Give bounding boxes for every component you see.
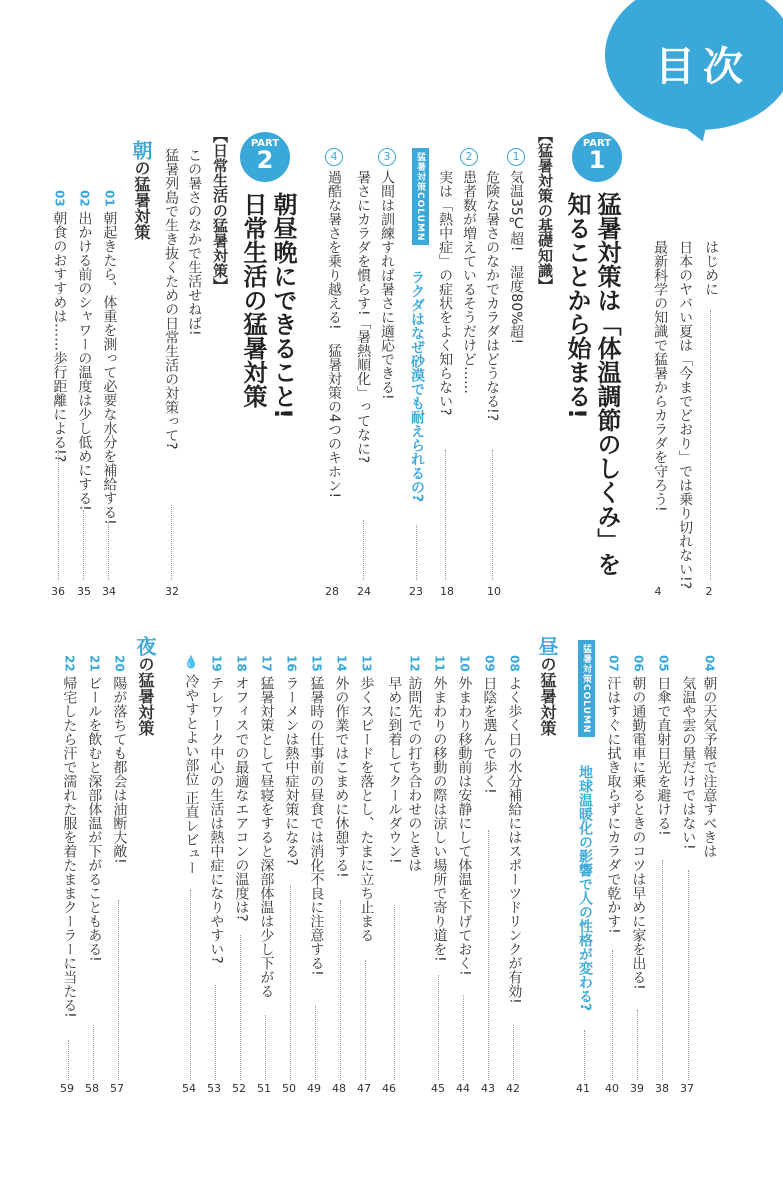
morning-item-07-page: 40: [605, 1082, 619, 1095]
noon-item-10-page: 44: [456, 1082, 470, 1095]
noon-heading-rest: の猛暑対策: [538, 656, 557, 736]
part1-column-title[interactable]: ラクダはなぜ砂漠でも耐えられるの?: [409, 270, 425, 503]
part1-item-3[interactable]: [378, 148, 396, 400]
intro-subtitle-1[interactable]: 日本のヤバい夏は「今までどおり」では乗り切れない!?: [677, 240, 694, 590]
morning-item-03[interactable]: [51, 190, 66, 462]
intro-leader-1: [710, 310, 711, 580]
morning-column-leader: [584, 1030, 585, 1080]
morning-item-05-num: 05: [656, 655, 671, 672]
morning-item-06-leader: [637, 1010, 638, 1080]
noon-item-14-num: 14: [334, 655, 349, 672]
noon-item-cool[interactable]: [183, 655, 198, 875]
part1-column-page: 23: [409, 585, 423, 598]
intro-subtitle-2[interactable]: 最新科学の知識で猛暑からカラダを守ろう!: [652, 240, 669, 512]
noon-item-16[interactable]: [283, 655, 298, 866]
noon-item-18-title: オフィスでの最適なエアコンの温度は?: [233, 676, 250, 922]
part1-item-2-num: 2: [460, 148, 478, 166]
noon-item-18-page: 52: [232, 1082, 246, 1095]
noon-item-08-num: 08: [507, 655, 522, 672]
noon-item-13-num: 13: [359, 655, 374, 672]
part2-title-line1: 朝昼晩にできること!: [269, 192, 297, 419]
part1-section-heading: 【猛暑対策の基礎知識】: [536, 128, 554, 293]
night-item-21-page: 58: [85, 1082, 99, 1095]
morning-item-04-num: 04: [702, 655, 717, 672]
night-item-22-title: 帰宅したら汗で濡れた服を着たままクーラーに当たる!: [61, 676, 78, 1018]
noon-item-09-leader: [488, 830, 489, 1080]
night-item-21-leader: [93, 1025, 94, 1080]
water-drop-icon: 💧: [184, 655, 199, 670]
noon-item-18[interactable]: [233, 655, 248, 922]
part1-item-4-line1: 過酷な暑さを乗り越える! 猛暑対策の4つのキホン!: [326, 170, 342, 499]
night-item-22-num: 22: [62, 655, 77, 672]
noon-item-13-page: 47: [357, 1082, 371, 1095]
noon-item-09-num: 09: [482, 655, 497, 672]
morning-item-03-page: 36: [51, 585, 65, 598]
morning-heading-rest: の猛暑対策: [132, 160, 151, 240]
noon-item-15[interactable]: [308, 655, 323, 976]
noon-item-08-title: よく歩く日の水分補給にはスポーツドリンクが有効!: [506, 676, 523, 1004]
morning-item-04-leader: [688, 870, 689, 1080]
noon-item-19-page: 53: [207, 1082, 221, 1095]
morning-item-07[interactable]: [605, 655, 620, 934]
part1-title-line2: 知ることから始まる!: [563, 192, 591, 419]
noon-item-14-page: 48: [332, 1082, 346, 1095]
night-item-21-title: ビールを飲むと深部体温が下がることもある!: [86, 676, 103, 962]
morning-item-05-page: 38: [655, 1082, 669, 1095]
morning-item-06-num: 06: [631, 655, 646, 672]
part1-item-1-line2[interactable]: 危険な暑さのなかでカラダはどうなる!?: [484, 170, 501, 422]
part2-section-heading: 【日常生活の猛暑対策】: [211, 128, 229, 293]
part2-intro-line1[interactable]: この暑さのなかで生活せねば!: [186, 148, 203, 336]
noon-item-10[interactable]: [456, 655, 471, 976]
noon-item-12-leader: [394, 905, 395, 1080]
noon-item-cool-leader: [190, 890, 191, 1080]
noon-item-13[interactable]: [358, 655, 373, 942]
morning-item-04-line2[interactable]: 気温や雲の量だけではない!: [680, 676, 697, 850]
noon-item-19-title: テレワーク中心の生活は熱中症になりやすい?: [208, 676, 225, 964]
morning-item-07-title: 汗はすぐに拭き取らずにカラダで乾かす!: [605, 676, 622, 934]
noon-item-09-title: 日陰を選んで歩く!: [481, 676, 498, 794]
morning-item-02-page: 35: [77, 585, 91, 598]
morning-item-06[interactable]: [630, 655, 645, 990]
morning-heading-first: 朝: [129, 140, 153, 160]
noon-item-17-page: 51: [257, 1082, 271, 1095]
part1-item-3-page: 24: [357, 585, 371, 598]
morning-item-06-title: 朝の通勤電車に乗るときのコツは早めに家を出る!: [630, 676, 647, 990]
part1-item-1[interactable]: [507, 148, 525, 344]
noon-item-14-leader: [340, 900, 341, 1080]
night-item-21-num: 21: [87, 655, 102, 672]
intro-page-2: 4: [654, 585, 662, 598]
intro-title[interactable]: はじめに: [703, 240, 720, 296]
part1-badge: [572, 132, 622, 182]
noon-item-13-title: 歩くスピードを落とし、たまに立ち止まる: [358, 676, 375, 943]
morning-column-page: 41: [576, 1082, 590, 1095]
part2-badge-label: PART: [250, 138, 280, 149]
part1-column-leader: [416, 525, 417, 580]
night-item-20-leader: [118, 900, 119, 1080]
noon-item-15-leader: [315, 1005, 316, 1080]
part1-item-2[interactable]: [460, 148, 478, 394]
morning-item-03-leader: [58, 450, 59, 580]
morning-item-07-num: 07: [606, 655, 621, 672]
intro-page-1: 2: [705, 585, 713, 598]
morning-item-02-title: 出かける前のシャワーの温度は少し低めにする!: [76, 211, 93, 511]
noon-item-11[interactable]: [431, 655, 446, 962]
part1-item-3-leader: [363, 520, 364, 580]
noon-item-18-leader: [240, 935, 241, 1080]
part1-item-2-leader: [445, 450, 446, 580]
noon-item-10-num: 10: [457, 655, 472, 672]
night-heading-first: 夜: [133, 636, 157, 656]
noon-item-12-line2[interactable]: 早めに到着してクールダウン!: [386, 676, 403, 864]
noon-item-15-page: 49: [307, 1082, 321, 1095]
page-title: 目次: [655, 44, 751, 90]
noon-item-15-title: 猛暑時の仕事前の昼食では消化不良に注意する!: [308, 676, 325, 976]
noon-item-11-title: 外まわりの移動の際は涼しい場所で寄り道を!: [431, 676, 448, 962]
noon-item-17-title: 猛暑対策として昼寝をすると深部体温は少し下がる: [258, 676, 275, 999]
part1-item-2-page: 18: [440, 585, 454, 598]
noon-item-15-num: 15: [309, 655, 324, 672]
noon-item-17-leader: [265, 1015, 266, 1080]
noon-item-17-num: 17: [259, 655, 274, 672]
noon-item-11-num: 11: [432, 655, 447, 672]
morning-item-02-leader: [83, 510, 84, 580]
noon-item-cool-title: 冷やすとよい部位 正直レビュー: [183, 674, 200, 875]
noon-heading-first: 昼: [535, 636, 559, 656]
morning-item-05[interactable]: [655, 655, 670, 836]
noon-item-11-page: 45: [431, 1082, 445, 1095]
part1-item-4[interactable]: [325, 148, 343, 498]
morning-heading: [127, 140, 156, 240]
part2-intro-line2[interactable]: 猛暑列島で生き抜くための日常生活の対策って?: [163, 148, 180, 450]
part1-item-3-line2[interactable]: 暑さにカラダを慣らす!「暑熱順化」ってなに?: [355, 170, 372, 464]
morning-item-04-title: 朝の天気予報で注意すべきは: [701, 676, 718, 859]
noon-item-18-num: 18: [234, 655, 249, 672]
noon-item-08-page: 42: [506, 1082, 520, 1095]
morning-item-01-page: 34: [102, 585, 116, 598]
part1-item-4-page: 28: [325, 585, 339, 598]
morning-item-07-leader: [612, 950, 613, 1080]
night-item-22[interactable]: [61, 655, 76, 1018]
noon-item-19-num: 19: [209, 655, 224, 672]
noon-item-16-page: 50: [282, 1082, 296, 1095]
morning-item-06-page: 39: [630, 1082, 644, 1095]
noon-heading: [533, 636, 562, 736]
noon-item-08-leader: [513, 1025, 514, 1080]
part1-item-2-line1: 患者数が増えているそうだけど……: [461, 170, 477, 394]
morning-item-01-leader: [108, 522, 109, 580]
noon-item-09[interactable]: [481, 655, 496, 794]
morning-item-05-title: 日傘で直射日光を避ける!: [655, 676, 672, 836]
noon-item-14-title: 外の作業ではこまめに休憩する!: [333, 676, 350, 878]
noon-item-16-title: ラーメンは熱中症対策になる?: [283, 676, 300, 866]
part1-item-1-leader: [492, 450, 493, 580]
part1-badge-number: 1: [588, 146, 606, 174]
part1-item-1-line1: 気温35℃超! 湿度80%超!: [508, 170, 524, 345]
noon-item-16-leader: [290, 885, 291, 1080]
morning-item-02[interactable]: [76, 190, 91, 511]
noon-item-10-leader: [463, 995, 464, 1080]
morning-item-01[interactable]: [101, 190, 116, 525]
noon-item-14[interactable]: [333, 655, 348, 878]
part1-item-3-num: 3: [378, 148, 396, 166]
part2-intro-leader: [171, 505, 172, 580]
morning-column-title[interactable]: 地球温暖化の影響で人の性格が変わる?: [577, 765, 593, 1012]
night-item-20-page: 57: [110, 1082, 124, 1095]
noon-item-16-num: 16: [284, 655, 299, 672]
noon-item-08[interactable]: [506, 655, 521, 1004]
noon-item-13-leader: [365, 960, 366, 1080]
morning-item-03-title: 朝食のおすすめは……歩行距離による!?: [51, 211, 68, 463]
part2-badge: [240, 132, 290, 182]
noon-item-19[interactable]: [208, 655, 223, 964]
noon-item-cool-page: 54: [182, 1082, 196, 1095]
noon-item-11-leader: [438, 975, 439, 1080]
noon-item-12-title: 訪問先での打ち合わせのときは: [406, 676, 423, 873]
morning-item-01-title: 朝起きたら、体重を測って必要な水分を補給する!: [101, 211, 118, 525]
night-item-20-title: 陽が落ちても都会は油断大敵!: [111, 676, 128, 864]
noon-item-12-num: 12: [407, 655, 422, 672]
night-item-21[interactable]: [86, 655, 101, 962]
part2-intro-page: 32: [165, 585, 179, 598]
morning-item-04[interactable]: [701, 655, 716, 858]
part1-item-4-num: 4: [325, 148, 343, 166]
noon-item-12-page: 46: [382, 1082, 396, 1095]
part1-item-1-page: 10: [487, 585, 501, 598]
noon-item-19-leader: [215, 985, 216, 1080]
part1-title-line1: 猛暑対策は「体温調節のしくみ」を: [593, 192, 621, 576]
night-heading-rest: の猛暑対策: [136, 656, 155, 736]
night-item-22-leader: [68, 1040, 69, 1080]
part2-title-line2: 日常生活の猛暑対策: [239, 192, 267, 408]
morning-item-01-num: 01: [102, 190, 117, 207]
morning-item-05-leader: [662, 860, 663, 1080]
part1-badge-label: PART: [582, 138, 612, 149]
part1-item-3-line1: 人間は訓練すれば暑さに適応できる!: [379, 170, 395, 400]
morning-item-03-num: 03: [52, 190, 67, 207]
night-item-20-num: 20: [112, 655, 127, 672]
night-item-22-page: 59: [60, 1082, 74, 1095]
part1-item-1-num: 1: [507, 148, 525, 166]
night-item-20[interactable]: [111, 655, 126, 864]
noon-item-17[interactable]: [258, 655, 273, 998]
part2-badge-number: 2: [256, 146, 274, 174]
night-heading: [131, 636, 160, 736]
morning-column-tag: 猛暑対策COLUMN: [578, 640, 595, 737]
part1-column-tag: 猛暑対策COLUMN: [412, 148, 429, 245]
noon-item-10-title: 外まわり移動前は安静にして体温を下げておく!: [456, 676, 473, 976]
part1-item-2-line2[interactable]: 実は「熱中症」の症状をよく知らない?: [437, 170, 454, 416]
morning-item-02-num: 02: [77, 190, 92, 207]
noon-item-12[interactable]: [406, 655, 421, 872]
morning-item-04-page: 37: [680, 1082, 694, 1095]
noon-item-09-page: 43: [481, 1082, 495, 1095]
